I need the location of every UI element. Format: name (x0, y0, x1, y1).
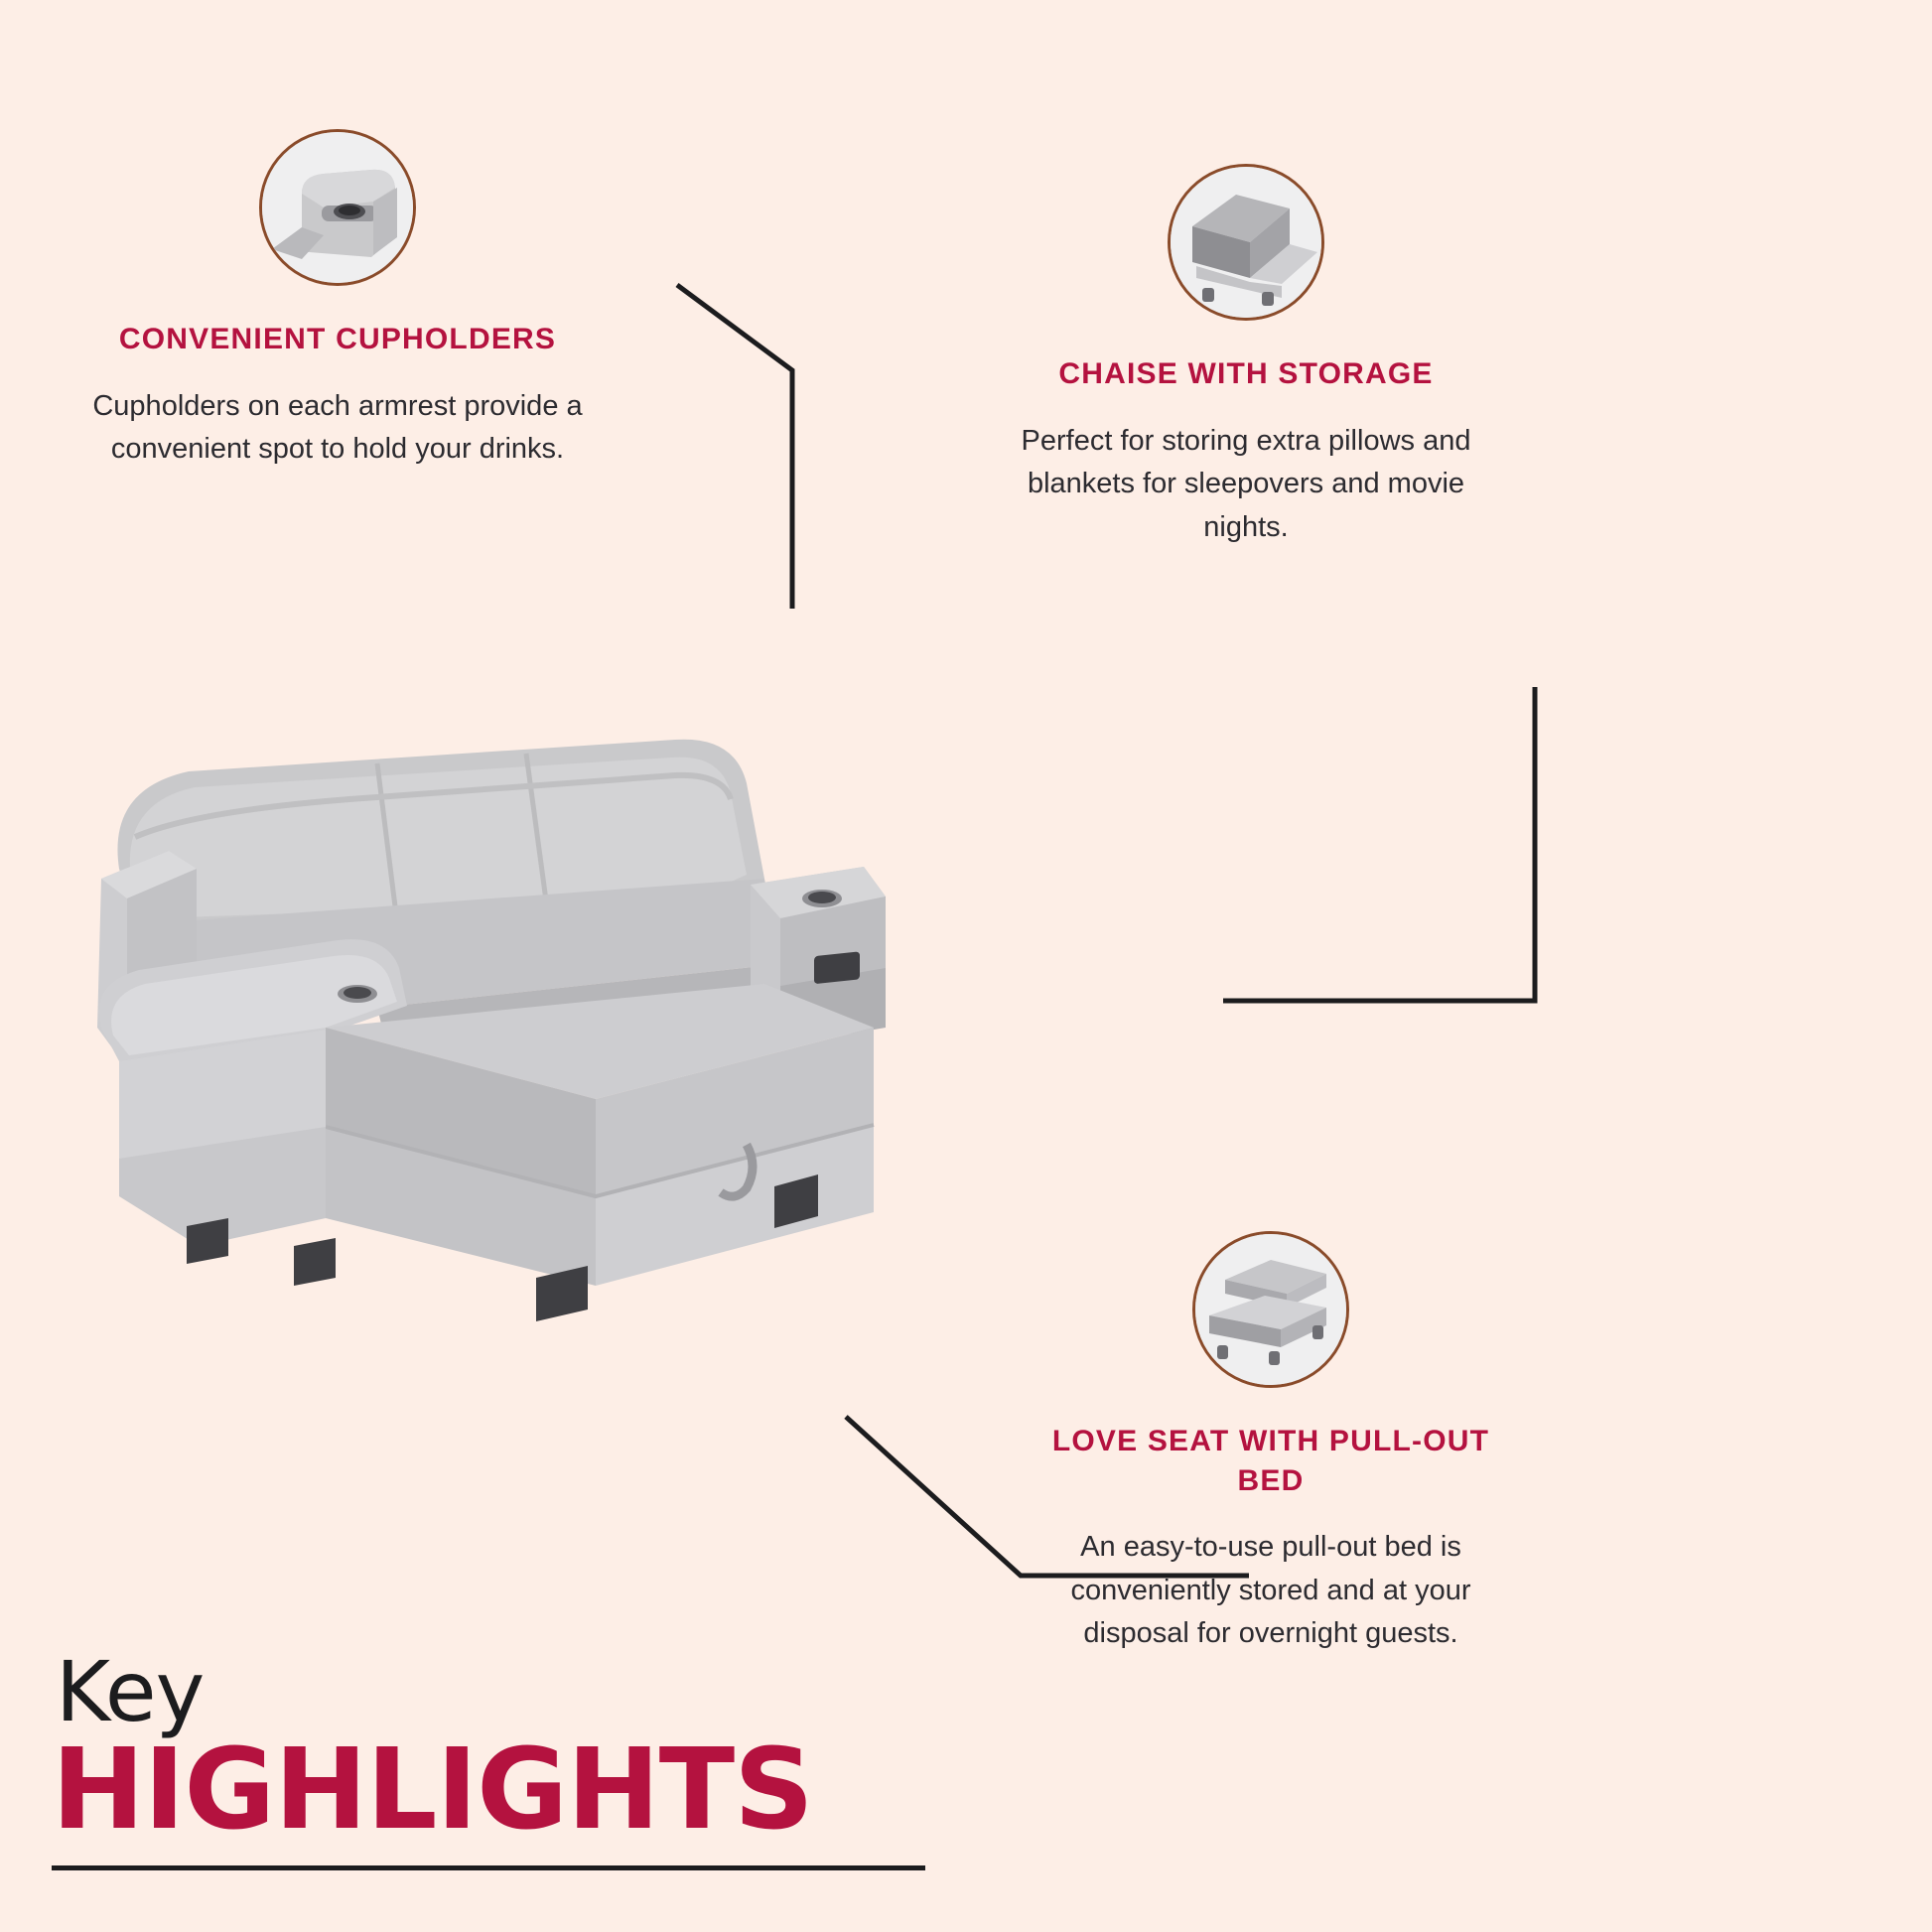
cupholder-closeup-icon (259, 129, 416, 286)
feature-cupholders (89, 129, 586, 472)
connector-line-cupholders (675, 283, 804, 611)
feature-chaise-with-storage (993, 164, 1499, 549)
chaise-storage-closeup-icon (1168, 164, 1324, 321)
feature-title: CONVENIENT CUPHOLDERS (118, 323, 557, 355)
heading-line-1: Key (56, 1642, 205, 1740)
pullout-bed-closeup-icon (1192, 1231, 1349, 1388)
heading-line-2: HIGHLIGHTS (52, 1725, 813, 1855)
connector-line-storage (1221, 685, 1539, 1013)
feature-description: An easy-to-use pull-out bed is conveniently stored and at your disposal for overnight guests. (1070, 1531, 1471, 1650)
feature-description: Perfect for storing extra pillows and blankets for sleepovers and movie nights. (1021, 424, 1471, 543)
feature-title: CHAISE WITH STORAGE (1058, 357, 1434, 390)
product-image-sectional-sofa (79, 730, 1013, 1385)
key-highlights-heading (52, 1642, 925, 1870)
feature-pullout-bed (1023, 1231, 1519, 1656)
feature-description: Cupholders on each armrest provide a convenient spot to hold your drinks. (92, 389, 583, 466)
feature-title: LOVE SEAT WITH PULL-OUT BED (1051, 1425, 1490, 1497)
heading-underline (52, 1865, 925, 1870)
